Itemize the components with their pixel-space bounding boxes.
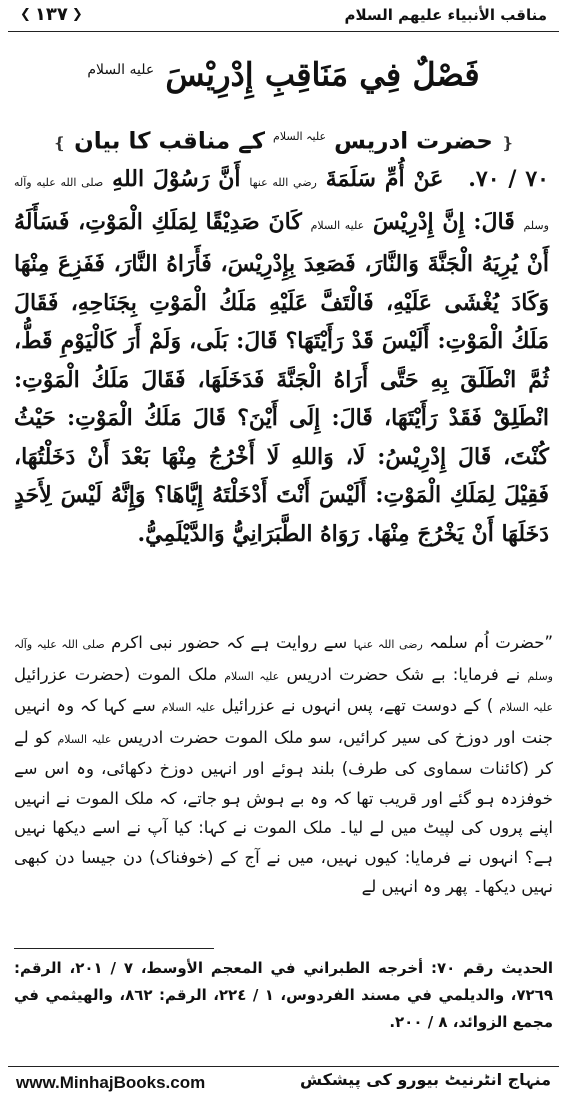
website-link[interactable]: www.MinhajBooks.com [16,1073,206,1092]
section-title-text: فَصْلٌ فِي مَنَاقِبِ إِدْرِيْسَ [165,55,480,94]
radiallahu-anha: رضی اللہ عنہا [353,638,423,651]
page-header [14,4,553,30]
hadith-part-3: قَالَ: إِنَّ إِدْرِيْسَ [372,208,515,235]
urdu-translation [14,628,553,948]
footnote [14,955,553,1041]
hadith-part-2: أَنَّ رَسُوْلَ اللهِ [112,166,241,192]
page-number [20,4,83,25]
ornament-right-icon: ❯ [20,7,31,22]
alayhi-salam-icon: علیہ السلام [57,732,112,746]
translation-part-4: ملک الموت (حضرت عزرائیل [14,664,218,684]
page-number-value: ١٣٧ [34,4,68,25]
alayhi-salam-icon: علیہ السلام [224,669,280,683]
subtitle-honorific-icon: علیہ السلام [273,130,327,143]
hadith-text [14,160,549,620]
translation-part-3: نے فرمایا: بے شک حضرت ادریس [286,664,521,684]
alayhi-salam-icon: علیہ السلام [499,701,554,714]
translation-part-2: سے روایت ہے کہ حضور نبی اکرم [111,633,348,652]
hadith-part-4: كَانَ صَدِيْقًا لِمَلَكِ الْمَوْتِ، فَسَأَلَهُ أَنْ يُرِيَهُ الْجَنَّةَ وَالنَّارَ، فَصَعِدَ بِإِدْرِيْسَ، فَأَرَاهُ النَّارَ، فَفَزِعَ مِنْهَا وَكَادَ يُغْشَى عَلَيْهِ، فَالْتَفَّ عَلَيْهِ مَلَكُ الْمَوْتِ بِجَنَاحِهِ، فَقَالَ مَلَكُ الْمَوْتِ: أَلَيْسَ قَدْ رَأَيْتَهَا؟ قَالَ: بَلَى، وَلَمْ أَرَ كَالْيَوْمِ قَطُّ، ثُمَّ انْطَلَقَ بِهِ حَتَّى أَرَاهُ الْجَنَّةَ فَدَخَلَهَا، فَقَالَ مَلَكُ الْمَوْتِ: انْطَلِقْ فَقَدْ رَأَيْتَهَا، قَالَ: إِلَى أَيْنَ؟ قَالَ مَلَكُ الْمَوْتِ: حَيْثُ كُنْتَ، قَالَ إِدْرِيْسُ: لَا، وَاللهِ لَا أَخْرُجُ مِنْهَا بَعْدَ أَنْ دَخَلْتُهَا، فَقِيْلَ لِمَلَكِ الْمَوْتِ: أَلَيْسَ أَنْتَ أَدْخَلْتَهُ إِيَّاهَا؟ وَإِنَّهُ لَيْسَ لِأَحَدٍ دَخَلَهَا أَنْ يَخْرُجَ مِنْهَا. رَوَاهُ الطَّبَرَانِيُّ وَالدَّيْلَمِيُّ. [14,208,549,547]
bracket-ornament-icon: ❵ [52,133,67,153]
hadith-number: ٧٠ / ٧٠. [468,166,549,192]
section-title [0,48,567,97]
translation-part-6: سے کہا کہ وہ انہیں جنت اور دوزخ کی سیر کرائیں، سو ملک الموت حضرت ادریس [14,696,554,747]
salawat-icon: صلی اللہ علیہ وآلہ وسلم [14,638,553,683]
running-title: مناقب الأنبياء علیهم السلام [344,6,547,24]
urdu-subtitle [0,117,567,164]
publisher-credit: منہاج انٹرنیٹ بیورو کی پیشکش [299,1070,551,1089]
subtitle-before: حضرت ادریس [334,128,493,155]
radiallahu-anha: رضي الله عنها [249,176,317,189]
translation-part-5: ) کے دوست تھے، پس انہوں نے عزرائیل [221,696,494,715]
ornament-left-icon: ❮ [71,7,83,22]
honorific-icon: عليه السلام [87,62,155,78]
salawat-icon: صلى الله عليه وآله وسلم [14,176,549,232]
hadith-part-1: عَنْ أُمِّ سَلَمَةَ [325,166,444,192]
footer-rule [8,1066,559,1067]
subtitle-after: کے مناقب کا بیان [74,128,265,155]
alayhi-salam-icon: عليه السلام [310,218,365,232]
translation-part-1: ”حضرت اُم سلمہ [429,633,553,652]
footnote-text: الحديث رقم ٧٠: أخرجه الطبراني في المعجم الأوسط، ٧ / ٢٠١، الرقم: ٧٢٦٩، والديلمي في مسند الفردوس، ١ / ٢٢٤، الرقم: ٨٦٢، والهيثمي في مجمع الزوائد، ٨ / ٢٠٠. [14,959,553,1031]
header-rule [8,31,559,32]
footnote-rule [14,948,214,949]
translation-part-7: کو لے کر (کائنات سماوی کی طرف) بلند ہوئے اور انہیں دوزخ دکھائی، وہ اس سے خوفزدہ ہو گئے اور قریب تھا کہ وہ بے ہوش ہو جاتے، کہ ملک الموت نے انہیں اپنے پروں کی لپیٹ میں لے لیا۔ ملک الموت نے کہا: کیا آپ نے اسے دیکھا نہیں ہے؟ انہوں نے فرمایا: کیوں نہیں، میں نے آج کے (خوفناک) دن جیسا دن کبھی نہیں دیکھا۔ پھر وہ انہیں لے [14,727,553,896]
alayhi-salam-icon: علیہ السلام [161,701,216,714]
bracket-ornament-icon: ❴ [500,133,515,153]
